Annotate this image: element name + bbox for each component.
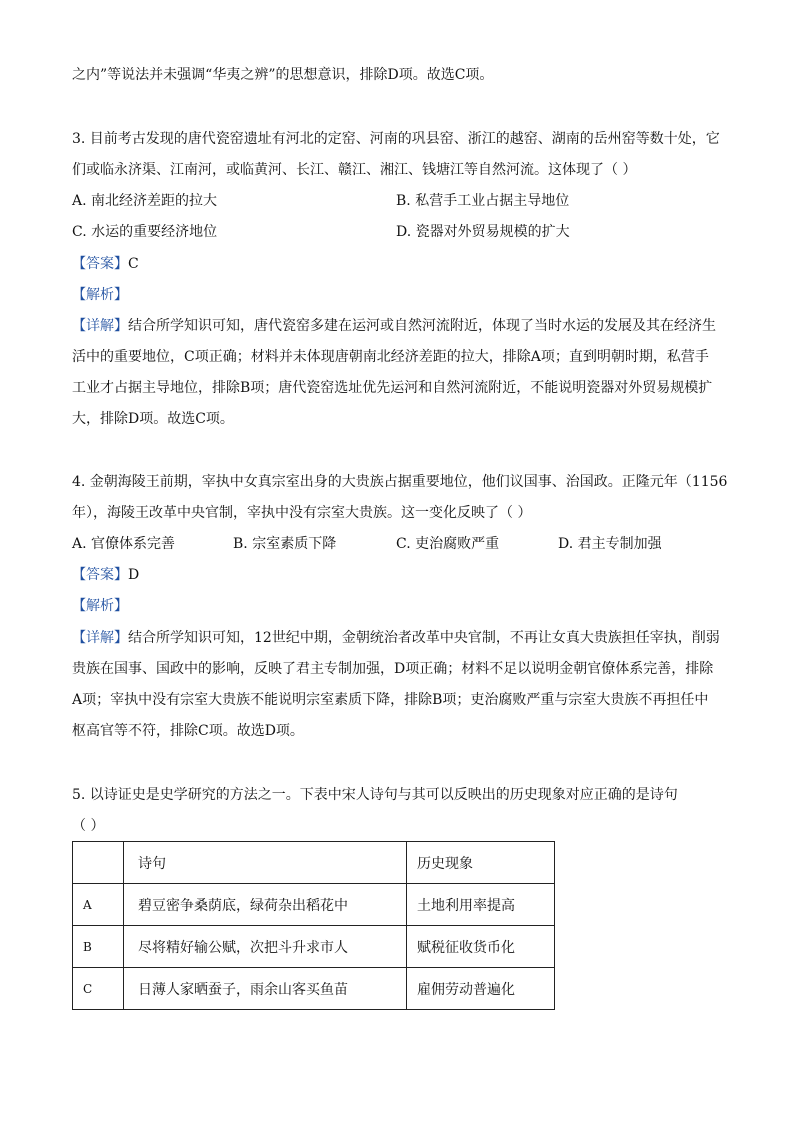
q3-stem-line-2: 们或临永济渠、江南河，或临黄河、长江、赣江、湘江、钱塘江等自然河流。这体现了（ ）	[72, 162, 637, 178]
q3-answer-value: C	[128, 256, 139, 272]
q3-option-d: D. 瓷器对外贸易规模的扩大	[396, 224, 570, 240]
table-row	[73, 926, 555, 968]
q3-detail-line-3: 工业才占据主导地位，排除B项；唐代瓷窑选址优先运河和自然河流附近，不能说明瓷器对外贸易规模扩	[72, 380, 713, 396]
q3-detail-text-1: 结合所学知识可知，唐代瓷窑多建在运河或自然河流附近，体现了当时水运的发展及其在经济生	[128, 318, 716, 334]
q4-option-c: C. 吏治腐败严重	[396, 536, 500, 552]
q3-stem-line-1: 3. 目前考古发现的唐代瓷窑遗址有河北的定窑、河南的巩县窑、浙江的越窑、湖南的岳州窑等数十处，它	[72, 131, 720, 147]
table-cell: 尽将精好输公赋，次把斗升求市人	[124, 926, 407, 968]
table-cell: A	[73, 884, 124, 926]
q4-answer-label: 【答案】	[72, 567, 128, 583]
q4-analysis-label: 【解析】	[72, 598, 128, 614]
table-header-cell: 诗句	[124, 842, 407, 884]
q3-option-b: B. 私营手工业占据主导地位	[396, 193, 570, 209]
q4-option-b: B. 宗室素质下降	[233, 536, 337, 552]
table-cell: 碧豆密争桑荫底，绿荷杂出稻花中	[124, 884, 407, 926]
q5-stem-line-1: 5. 以诗证史是史学研究的方法之一。下表中宋人诗句与其可以反映出的历史现象对应正确的是诗句	[72, 787, 678, 803]
q3-detail-label: 【详解】	[72, 318, 128, 334]
q3-answer-label: 【答案】	[72, 256, 128, 272]
previous-explanation-tail: 之内”等说法并未强调“华夷之辨”的思想意识，排除D项。故选C项。	[72, 67, 494, 83]
q4-answer-line	[72, 565, 139, 585]
q5-stem-line-2: （ ）	[72, 818, 105, 834]
table-cell: 土地利用率提高	[407, 884, 555, 926]
q4-detail-line-4: 枢高官等不符，排除C项。故选D项。	[72, 723, 304, 739]
poem-history-table	[72, 841, 555, 1010]
q3-answer-line	[72, 254, 139, 274]
table-cell: 雇佣劳动普遍化	[407, 968, 555, 1010]
table-header-cell	[73, 842, 124, 884]
q3-option-c: C. 水运的重要经济地位	[72, 224, 218, 240]
table-cell: 日薄人家晒蚕子，雨余山客买鱼苗	[124, 968, 407, 1010]
q3-detail-line-2: 活中的重要地位，C项正确；材料并未体现唐朝南北经济差距的拉大，排除A项；直到明朝时期，私营手	[72, 349, 709, 365]
q3-analysis-label: 【解析】	[72, 287, 128, 303]
q4-detail-line-2: 贵族在国事、国政中的影响，反映了君主专制加强，D项正确；材料不足以说明金朝官僚体系完善，排除	[72, 661, 714, 677]
q3-option-a: A. 南北经济差距的拉大	[72, 193, 218, 209]
q4-option-d: D. 君主专制加强	[558, 536, 662, 552]
q4-detail-line-3: A项；宰执中没有宗室大贵族不能说明宗室素质下降，排除B项；吏治腐败严重与宗室大贵族不再担任中	[72, 692, 709, 708]
q4-stem-line-1: 4. 金朝海陵王前期，宰执中女真宗室出身的大贵族占据重要地位，他们议国事、治国政。正隆元年（1156	[72, 474, 728, 490]
q4-detail-label: 【详解】	[72, 630, 128, 646]
q4-answer-value: D	[128, 567, 140, 583]
q3-detail-line-1	[72, 316, 716, 336]
table-row	[73, 968, 555, 1010]
table-header-row	[73, 842, 555, 884]
table-header-cell: 历史现象	[407, 842, 555, 884]
table-cell: C	[73, 968, 124, 1010]
q4-stem-line-2: 年），海陵王改革中央官制，宰执中没有宗室大贵族。这一变化反映了（ ）	[72, 505, 532, 521]
q4-option-a: A. 官僚体系完善	[72, 536, 176, 552]
table-cell: B	[73, 926, 124, 968]
table-row	[73, 884, 555, 926]
q4-detail-text-1: 结合所学知识可知，12世纪中期，金朝统治者改革中央官制，不再让女真大贵族担任宰执，削弱	[128, 630, 720, 646]
table-cell: 赋税征收货币化	[407, 926, 555, 968]
q3-detail-line-4: 大，排除D项。故选C项。	[72, 411, 234, 427]
q4-detail-line-1	[72, 628, 720, 648]
